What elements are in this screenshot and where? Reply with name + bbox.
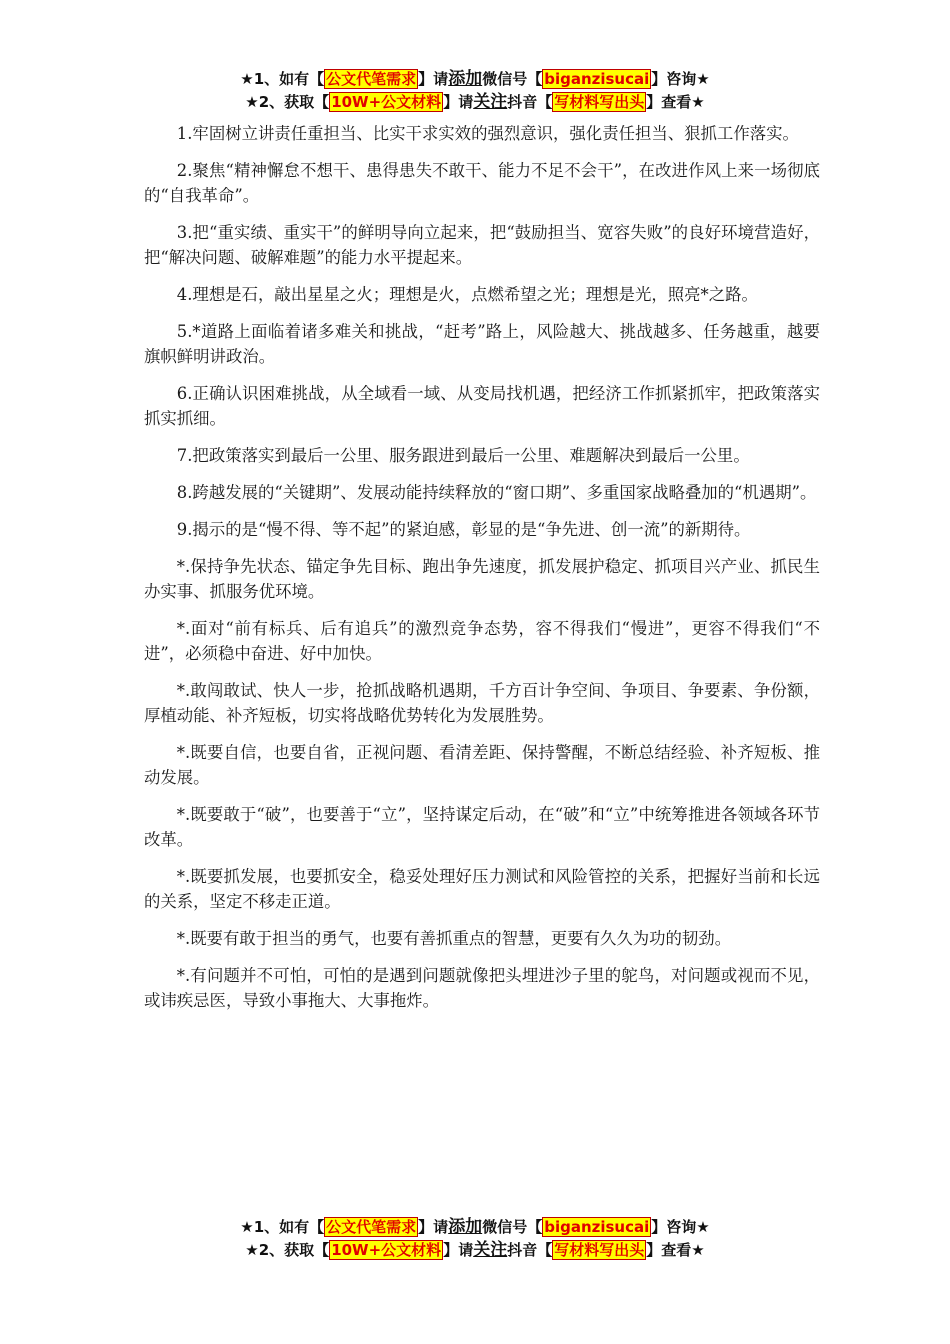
- paragraph: 2.聚焦“精神懈怠不想干、患得患失不敢干、能力不足不会干”，在改进作风上来一场彻底的“自我革命”。: [144, 161, 820, 205]
- paragraph: 9.揭示的是“慢不得、等不起”的紧迫感，彰显的是“争先进、创一流”的新期待。: [176, 520, 751, 539]
- banner-emphasis: 添加: [448, 69, 483, 89]
- banner-text: ★2、获取【: [245, 1241, 330, 1259]
- banner-text: 】咨询★: [651, 1218, 710, 1236]
- highlight-service: 公文代笔需求: [326, 70, 417, 88]
- banner-text: 微信号【: [482, 70, 543, 88]
- banner-line-2: [0, 1239, 950, 1262]
- paragraph: 8.跨越发展的“关键期”、发展动能持续释放的“窗口期”、多重国家战略叠加的“机遇期”。: [176, 483, 817, 502]
- banner-text: 】请: [418, 70, 449, 88]
- paragraph: *.有问题并不可怕，可怕的是遇到问题就像把头埋进沙子里的鸵鸟，对问题或视而不见，或讳疾忌医，导致小事拖大、大事拖炸。: [144, 966, 820, 1010]
- banner-text: 微信号【: [482, 1218, 543, 1236]
- banner-emphasis: 关注: [473, 1240, 508, 1260]
- highlight-materials: 10W+公文材料: [331, 93, 442, 111]
- banner-text: 抖音【: [507, 1241, 553, 1259]
- banner-line-2: [0, 91, 950, 114]
- paragraph: *.既要自信，也要自省，正视问题、看清差距、保持警醒，不断总结经验、补齐短板、推动发展。: [144, 743, 820, 787]
- paragraph: *.保持争先状态、锚定争先目标、跑出争先速度，抓发展护稳定、抓项目兴产业、抓民生办实事、抓服务优环境。: [144, 557, 820, 601]
- paragraph: *.敢闯敢试、快人一步，抢抓战略机遇期，千方百计争空间、争项目、争要素、争份额，厚植动能、补齐短板，切实将战略优势转化为发展胜势。: [144, 681, 820, 725]
- document-body: [144, 121, 820, 1025]
- paragraph: 3.把“重实绩、重实干”的鲜明导向立起来，把“鼓励担当、宽容失败”的良好环境营造好，把“解决问题、破解难题”的能力水平提起来。: [144, 223, 820, 267]
- paragraph: 1.牢固树立讲责任重担当、比实干求实效的强烈意识，强化责任担当、狠抓工作落实。: [176, 124, 799, 143]
- banner-text: 抖音【: [507, 93, 553, 111]
- highlight-service: 公文代笔需求: [326, 1218, 417, 1236]
- highlight-wechat-id: biganzisucai: [544, 70, 650, 88]
- paragraph: *.既要有敢于担当的勇气，也要有善抓重点的智慧，更要有久久为功的韧劲。: [176, 929, 732, 948]
- banner-text: ★1、如有【: [240, 1218, 325, 1236]
- banner-line-1: [0, 68, 950, 91]
- paragraph: *.既要敢于“破”，也要善于“立”，坚持谋定后动，在“破”和“立”中统筹推进各领域各环节改革。: [144, 805, 820, 849]
- paragraph: 7.把政策落实到最后一公里、服务跟进到最后一公里、难题解决到最后一公里。: [176, 446, 750, 465]
- paragraph: *.既要抓发展，也要抓安全，稳妥处理好压力测试和风险管控的关系，把握好当前和长远的关系，坚定不移走正道。: [144, 867, 820, 911]
- banner-emphasis: 添加: [448, 1217, 483, 1237]
- banner-text: 】咨询★: [651, 70, 710, 88]
- banner-text: 】请: [443, 93, 474, 111]
- banner-text: 】查看★: [646, 93, 705, 111]
- banner-text: 】请: [443, 1241, 474, 1259]
- banner-text: ★2、获取【: [245, 93, 330, 111]
- banner-emphasis: 关注: [473, 92, 508, 112]
- header-banner: [0, 68, 950, 114]
- highlight-douyin-account: 写材料写出头: [554, 1241, 645, 1259]
- paragraph: 6.正确认识困难挑战，从全域看一域、从变局找机遇，把经济工作抓紧抓牢，把政策落实抓实抓细。: [144, 384, 820, 428]
- footer-banner: [0, 1216, 950, 1262]
- highlight-douyin-account: 写材料写出头: [554, 93, 645, 111]
- banner-line-1: [0, 1216, 950, 1239]
- highlight-wechat-id: biganzisucai: [544, 1218, 650, 1236]
- paragraph: 4.理想是石，敲出星星之火；理想是火，点燃希望之光；理想是光，照亮*之路。: [176, 285, 758, 304]
- paragraph: 5.*道路上面临着诸多难关和挑战，“赶考”路上，风险越大、挑战越多、任务越重，越要旗帜鲜明讲政治。: [144, 322, 820, 366]
- banner-text: ★1、如有【: [240, 70, 325, 88]
- banner-text: 】查看★: [646, 1241, 705, 1259]
- highlight-materials: 10W+公文材料: [331, 1241, 442, 1259]
- paragraph: *.面对“前有标兵、后有追兵”的激烈竞争态势，容不得我们“慢进”，更容不得我们“不进”，必须稳中奋进、好中加快。: [144, 619, 820, 663]
- banner-text: 】请: [418, 1218, 449, 1236]
